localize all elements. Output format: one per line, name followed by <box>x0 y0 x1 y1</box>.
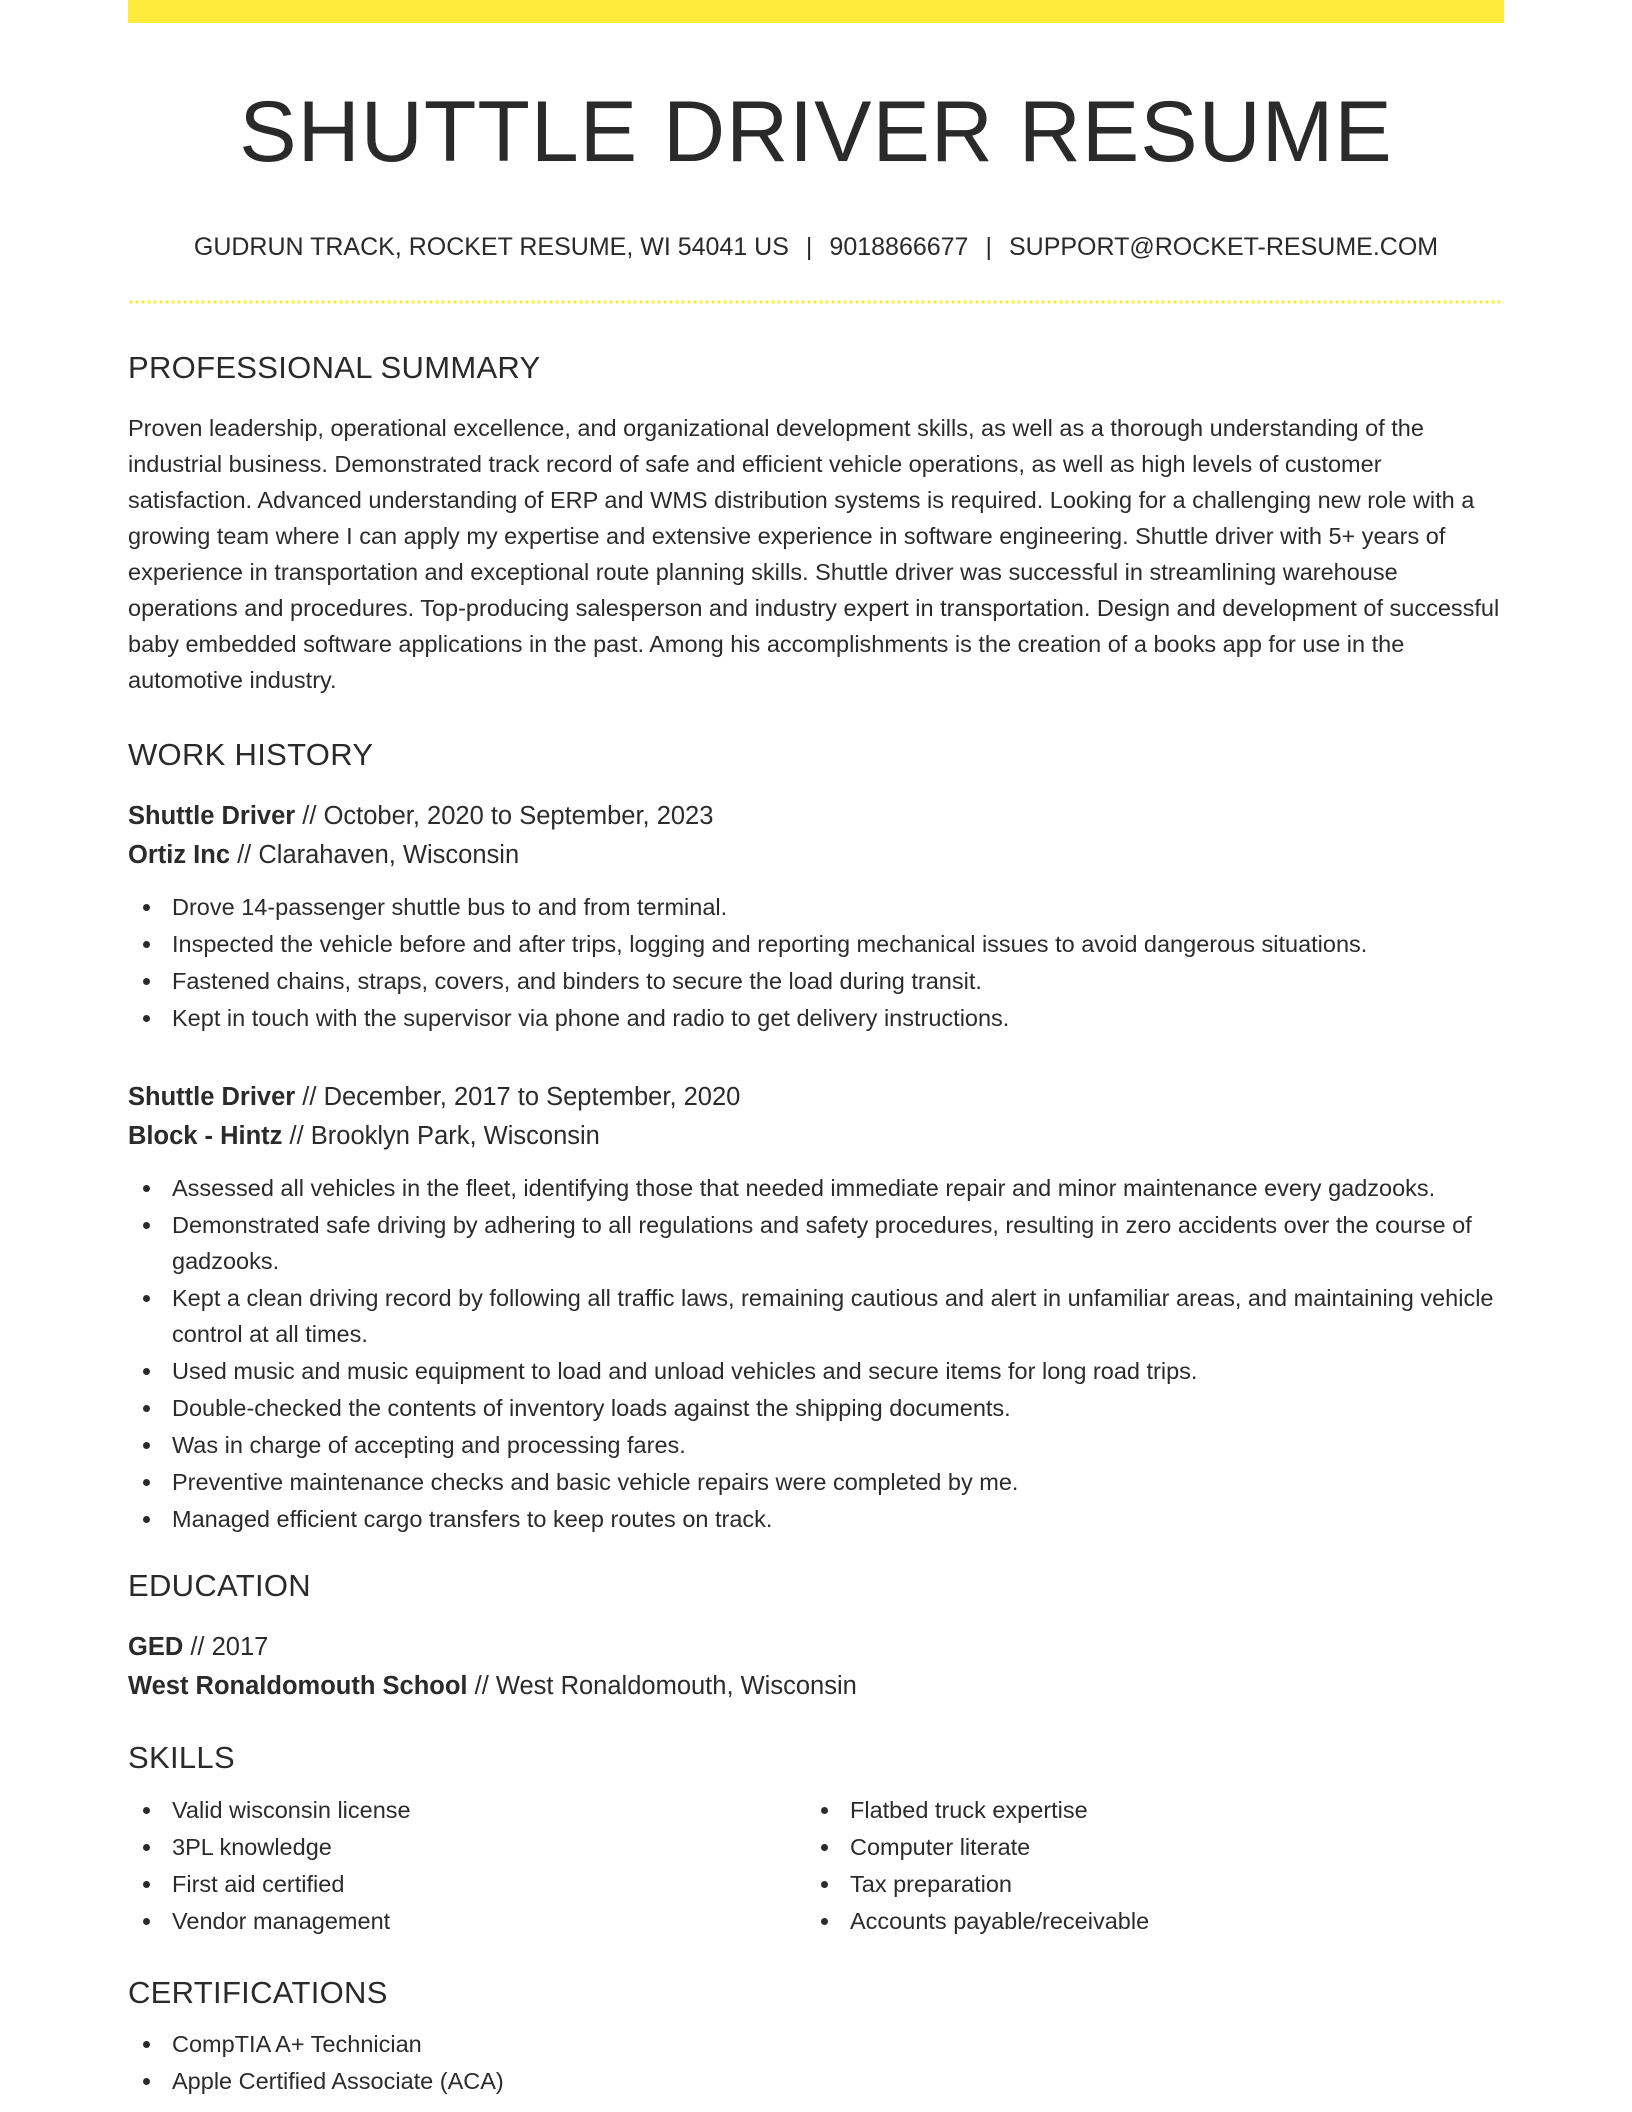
job-entry <box>128 797 1504 1036</box>
bullet-icon <box>143 1881 150 1888</box>
bullet-icon <box>143 1222 150 1229</box>
accent-bar <box>128 0 1504 23</box>
certifications-list <box>128 2026 1504 2099</box>
contact-separator: | <box>985 232 992 261</box>
job-location: Clarahaven, Wisconsin <box>258 840 520 869</box>
contact-email: SUPPORT@ROCKET-RESUME.COM <box>1008 232 1439 261</box>
skills-list <box>128 1792 806 1939</box>
job-bullets <box>128 889 1504 1036</box>
job-company-line <box>128 1117 1504 1156</box>
bullet-icon <box>821 1844 828 1851</box>
list-item: Valid wisconsin license <box>128 1792 806 1828</box>
section-heading-certifications: CERTIFICATIONS <box>128 1975 388 2011</box>
skills-column-left <box>128 1792 806 1940</box>
bullet-icon <box>143 1295 150 1302</box>
job-entry <box>128 1078 1504 1537</box>
contact-separator: | <box>805 232 813 261</box>
delimiter: // <box>467 1672 496 1701</box>
skills-grid <box>128 1792 1504 1940</box>
delimiter: // <box>230 840 259 869</box>
resume-page <box>128 0 1504 2100</box>
list-item: Apple Certified Associate (ACA) <box>128 2063 1504 2099</box>
page-title: SHUTTLE DRIVER RESUME <box>239 84 1393 180</box>
list-item: Flatbed truck expertise <box>806 1792 1484 1828</box>
summary-text: Proven leadership, operational excellence, and organizational development skills, as well as a thorough understanding of the industrial business. Demonstrated track record of safe and efficient vehicle operations, as well as high levels of customer satisfaction. Advanced understanding of ERP and WMS distribution systems is required. Looking for a challenging new role with a growing team where I can apply my expertise and extensive experience in software engineering. Shuttle driver with 5+ years of experience in transportation and exceptional route planning skills. Shuttle driver was successful in streamlining warehouse operations and procedures. Top-producing salesperson and industry expert in transportation. Design and development of successful baby embedded software applications in the past. Among his accomplishments is the creation of a books app for use in the automotive industry. <box>128 414 1500 693</box>
list-item: First aid certified <box>128 1866 806 1902</box>
section-heading-skills: SKILLS <box>128 1740 235 1776</box>
bullet-icon <box>143 941 150 948</box>
dotted-divider <box>128 300 1504 304</box>
list-item: Inspected the vehicle before and after trips, logging and reporting mechanical issues to avoid dangerous situations. <box>128 926 1504 962</box>
contact-line <box>128 232 1504 262</box>
bullet-icon <box>143 1844 150 1851</box>
delimiter: // <box>183 1633 212 1662</box>
education-school: West Ronaldomouth School <box>128 1672 468 1701</box>
list-item: Managed efficient cargo transfers to keep routes on track. <box>128 1501 1504 1537</box>
job-title: Shuttle Driver <box>128 1082 296 1111</box>
bullet-icon <box>143 1368 150 1375</box>
list-item: Was in charge of accepting and processing fares. <box>128 1427 1504 1463</box>
bullet-icon <box>143 904 150 911</box>
bullet-icon <box>143 978 150 985</box>
list-item: Demonstrated safe driving by adhering to all regulations and safety procedures, resulting in zero accidents over the course of gadzooks. <box>128 1207 1504 1279</box>
list-item: Kept a clean driving record by following all traffic laws, remaining cautious and alert in unfamiliar areas, and maintaining vehicle control at all times. <box>128 1280 1504 1352</box>
list-item: Preventive maintenance checks and basic vehicle repairs were completed by me. <box>128 1464 1504 1500</box>
bullet-icon <box>821 1807 828 1814</box>
section-heading-education: EDUCATION <box>128 1567 311 1603</box>
education-location: West Ronaldomouth, Wisconsin <box>495 1672 857 1701</box>
skills-column-right <box>806 1792 1484 1940</box>
job-location: Brooklyn Park, Wisconsin <box>310 1121 600 1150</box>
list-item: Used music and music equipment to load and unload vehicles and secure items for long road trips. <box>128 1353 1504 1389</box>
bullet-icon <box>821 1918 828 1925</box>
list-item: CompTIA A+ Technician <box>128 2026 1504 2062</box>
bullet-icon <box>143 1442 150 1449</box>
education-degree: GED <box>128 1633 184 1662</box>
delimiter: // <box>295 801 324 830</box>
bullet-icon <box>143 2078 150 2085</box>
bullet-icon <box>143 1185 150 1192</box>
list-item: Vendor management <box>128 1903 806 1939</box>
section-heading-summary: PROFESSIONAL SUMMARY <box>128 349 541 385</box>
bullet-icon <box>143 1015 150 1022</box>
list-item: Accounts payable/receivable <box>806 1903 1484 1939</box>
education-degree-line <box>128 1628 1504 1667</box>
bullet-icon <box>143 1807 150 1814</box>
contact-address: GUDRUN TRACK, ROCKET RESUME, WI 54041 US <box>193 232 789 261</box>
bullet-icon <box>143 1918 150 1925</box>
job-dates: December, 2017 to September, 2020 <box>323 1082 741 1111</box>
bullet-icon <box>143 1479 150 1486</box>
section-heading-work-history: WORK HISTORY <box>128 736 374 772</box>
job-company: Ortiz Inc <box>128 840 231 869</box>
list-item: Computer literate <box>806 1829 1484 1865</box>
bullet-icon <box>143 1516 150 1523</box>
list-item: Double-checked the contents of inventory loads against the shipping documents. <box>128 1390 1504 1426</box>
list-item: Drove 14-passenger shuttle bus to and from terminal. <box>128 889 1504 925</box>
bullet-icon <box>143 2041 150 2048</box>
job-title: Shuttle Driver <box>128 801 296 830</box>
list-item: Assessed all vehicles in the fleet, identifying those that needed immediate repair and minor maintenance every gadzooks. <box>128 1170 1504 1206</box>
education-year: 2017 <box>211 1633 269 1662</box>
job-dates: October, 2020 to September, 2023 <box>323 801 714 830</box>
job-bullets <box>128 1170 1504 1537</box>
list-item: Fastened chains, straps, covers, and binders to secure the load during transit. <box>128 963 1504 999</box>
education-school-line <box>128 1667 1504 1706</box>
job-title-line <box>128 797 1504 836</box>
delimiter: // <box>295 1082 324 1111</box>
job-title-line <box>128 1078 1504 1117</box>
skills-list <box>806 1792 1484 1939</box>
bullet-icon <box>143 1405 150 1412</box>
job-company-line <box>128 836 1504 875</box>
bullet-icon <box>821 1881 828 1888</box>
list-item: Tax preparation <box>806 1866 1484 1902</box>
list-item: Kept in touch with the supervisor via phone and radio to get delivery instructions. <box>128 1000 1504 1036</box>
list-item: 3PL knowledge <box>128 1829 806 1865</box>
job-company: Block - Hintz <box>128 1121 283 1150</box>
delimiter: // <box>282 1121 311 1150</box>
contact-phone: 9018866677 <box>829 232 969 261</box>
